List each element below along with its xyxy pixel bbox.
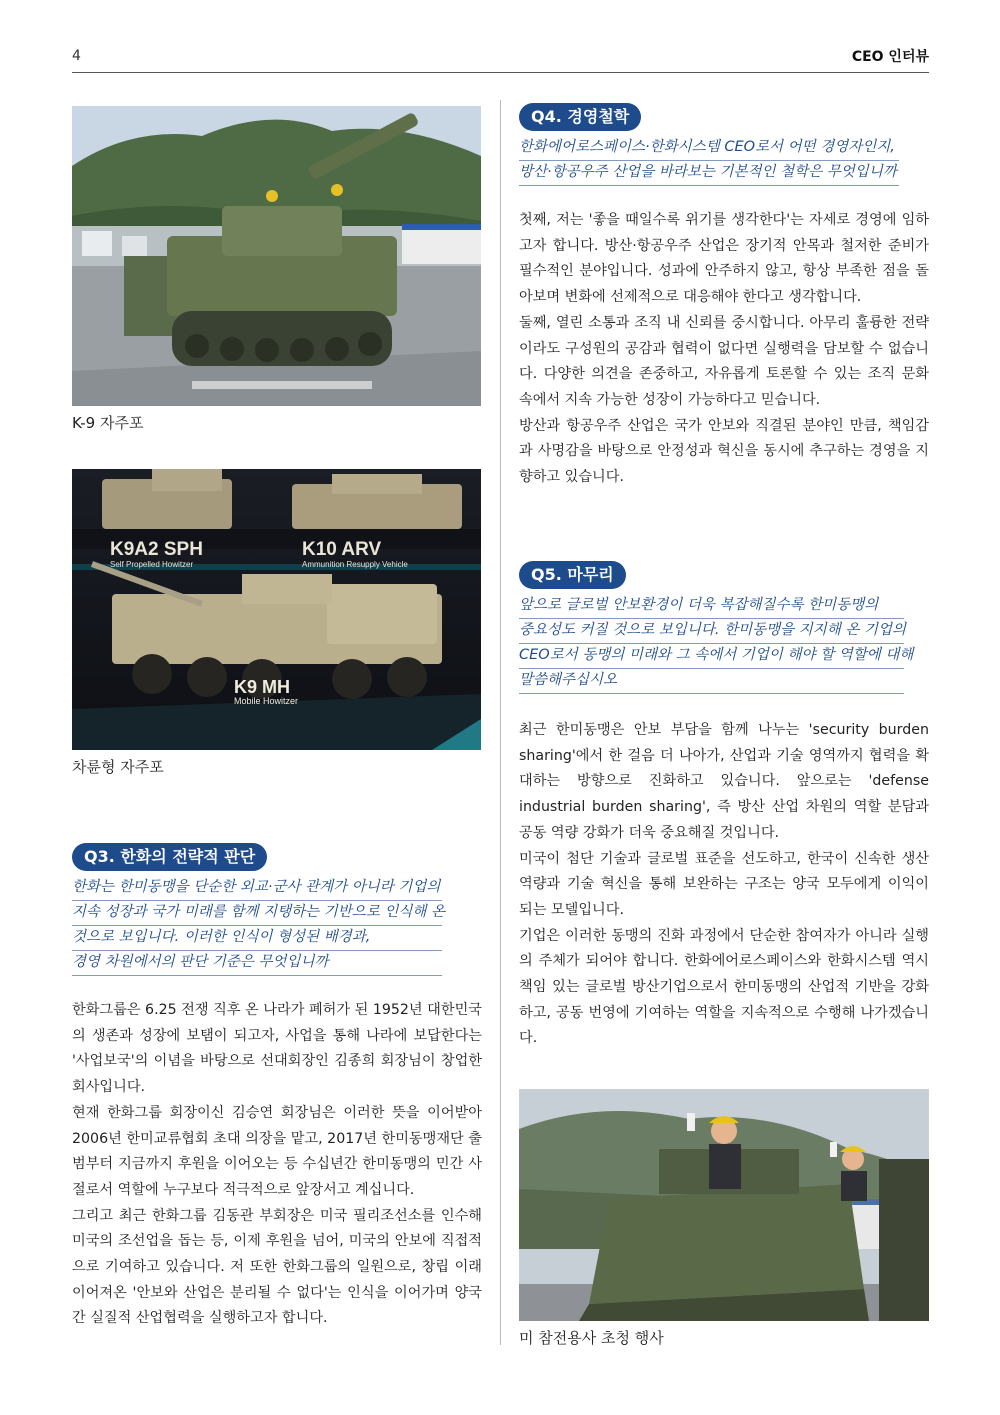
question-line: 방산·항공우주 산업을 바라보는 기본적인 철학은 무엇입니까	[519, 161, 899, 186]
answer-paragraph: 그리고 최근 한화그룹 김동관 부회장은 미국 필리조선소를 인수해 미국의 조선업을 돕는 등, 이제 후원을 넘어, 미국의 안보에 직접적 으로 기여하고 있습니다. 저 또한 한화그룹의 일원으로, 창립 이래 이어져온 '안보와 산업은 분리될 수 없다'는 인식을 이어가며 양국간 실질적 산업협력을 실행하고자 합니다.	[72, 1207, 482, 1327]
answer-paragraph: 최근 한미동맹은 안보 부담을 함께 나누는 'security burden sharing'에서 한 걸음 더 나아가, 산업과 기술 영역까지 협력을 확대하는 방향으로 진화하고 있습니다. 앞으로는 'defense industrial burden sharing', 즉 방산 산업 차원의 역할 분담과 공동 역량 강화가 더욱 중요해질 것입니다.	[519, 722, 929, 841]
q5-question	[519, 594, 914, 694]
photo-veterans-event	[519, 1089, 929, 1321]
sign-k9mh-title: K9 MH	[234, 677, 291, 697]
page-number: 4	[72, 48, 81, 64]
question-line: 말씀해주십시오	[519, 669, 904, 694]
question-line: 경영 차원에서의 판단 기준은 무엇입니까	[72, 951, 442, 976]
q4-question	[519, 136, 899, 186]
page-header	[72, 44, 929, 73]
q4-answer	[519, 208, 929, 491]
photo-caption: 차륜형 자주포	[72, 758, 164, 776]
question-line: 앞으로 글로벌 안보환경이 더욱 복잡해질수록 한미동맹의	[519, 594, 904, 619]
question-line: 것으로 보입니다. 이러한 인식이 형성된 배경과,	[72, 926, 442, 951]
photo-wheeled-howitzer	[72, 469, 481, 750]
sign-k9mh-sub: Mobile Howitzer	[234, 696, 299, 706]
sign-k10-title: K10 ARV	[302, 539, 382, 560]
answer-paragraph: 현재 한화그룹 회장이신 김승연 회장님은 이러한 뜻을 이어받아 2006년 한미교류협회 초대 의장을 맡고, 2017년 한미동맹재단 출범부터 지금까지 후원을 이어오는 등 수십년간 한미동맹의 민간 사절로서 역할에 누구보다 적극적으로 앞장서고 계십니다.	[72, 1104, 482, 1198]
question-line: CEO로서 동맹의 미래와 그 속에서 기업이 해야 할 역할에 대해	[519, 644, 904, 669]
q3-heading: Q3. 한화의 전략적 판단	[72, 843, 267, 871]
sign-k9a2-title: K9A2 SPH	[110, 539, 203, 560]
q5-heading: Q5. 마무리	[519, 561, 626, 589]
sign-k9a2-sub: Self Propelled Howitzer	[110, 560, 194, 569]
sign-k10-sub: Ammunition Resupply Vehicle	[302, 560, 408, 569]
photo-caption: 미 참전용사 초청 행사	[519, 1329, 664, 1347]
section-title: CEO 인터뷰	[851, 49, 929, 65]
q3-question	[72, 876, 446, 976]
answer-paragraph: 방산과 항공우주 산업은 국가 안보와 직결된 분야인 만큼, 책임감과 사명감을 바탕으로 안정성과 혁신을 동시에 추구하는 경영을 지향하고 있습니다.	[519, 417, 929, 486]
answer-paragraph: 미국이 첨단 기술과 글로벌 표준을 선도하고, 한국이 신속한 생산 역량과 기술 혁신을 통해 보완하는 구조는 양국 모두에게 이익이 되는 모델입니다.	[519, 850, 929, 918]
answer-paragraph: 둘째, 열린 소통과 조직 내 신뢰를 중시합니다. 아무리 훌륭한 전략이라도 구성원의 공감과 협력이 없다면 실행력을 담보할 수 없습니다. 다양한 의견을 존중하고, 자유롭게 토론할 수 있는 조직 문화 속에서 지속 가능한 성장이 가능하다고 믿습니다.	[519, 314, 929, 408]
column-divider	[500, 100, 501, 1345]
question-line: 한화에어로스페이스·한화시스템 CEO로서 어떤 경영자인지,	[519, 136, 899, 161]
question-line: 지속 성장과 국가 미래를 함께 지탱하는 기반으로 인식해 온	[72, 901, 442, 926]
answer-paragraph: 첫째, 저는 '좋을 때일수록 위기를 생각한다'는 자세로 경영에 임하고자 합니다. 방산·항공우주 산업은 장기적 안목과 철저한 준비가 필수적인 분야입니다. 성과에 안주하지 않고, 항상 부족한 점을 돌아보며 변화에 선제적으로 대응해야 한다고 생각합니다.	[519, 212, 929, 306]
photo-caption: K-9 자주포	[72, 414, 144, 432]
q4-heading: Q4. 경영철학	[519, 103, 641, 131]
q3-answer	[72, 998, 482, 1332]
photo-k9-howitzer	[72, 106, 481, 406]
answer-paragraph: 기업은 이러한 동맹의 진화 과정에서 단순한 참여자가 아니라 실행의 주체가 되어야 합니다. 한화에어로스페이스와 한화시스템 역시 책임 있는 글로벌 방산기업으로서 한미동맹의 산업적 기반을 강화하고, 공동 번영에 기여하는 역할을 지속적으로 수행해 나가겠습니다.	[519, 927, 929, 1047]
answer-paragraph: 한화그룹은 6.25 전쟁 직후 온 나라가 폐허가 된 1952년 대한민국의 생존과 성장에 보탬이 되고자, 사업을 통해 나라에 보답한다는 '사업보국'의 이념을 바탕으로 선대회장인 김종희 회장님이 창업한 회사입니다.	[72, 1002, 482, 1096]
q5-answer	[519, 718, 929, 1052]
question-line: 중요성도 커질 것으로 보입니다. 한미동맹을 지지해 온 기업의	[519, 619, 904, 644]
question-line: 한화는 한미동맹을 단순한 외교·군사 관계가 아니라 기업의	[72, 876, 442, 901]
